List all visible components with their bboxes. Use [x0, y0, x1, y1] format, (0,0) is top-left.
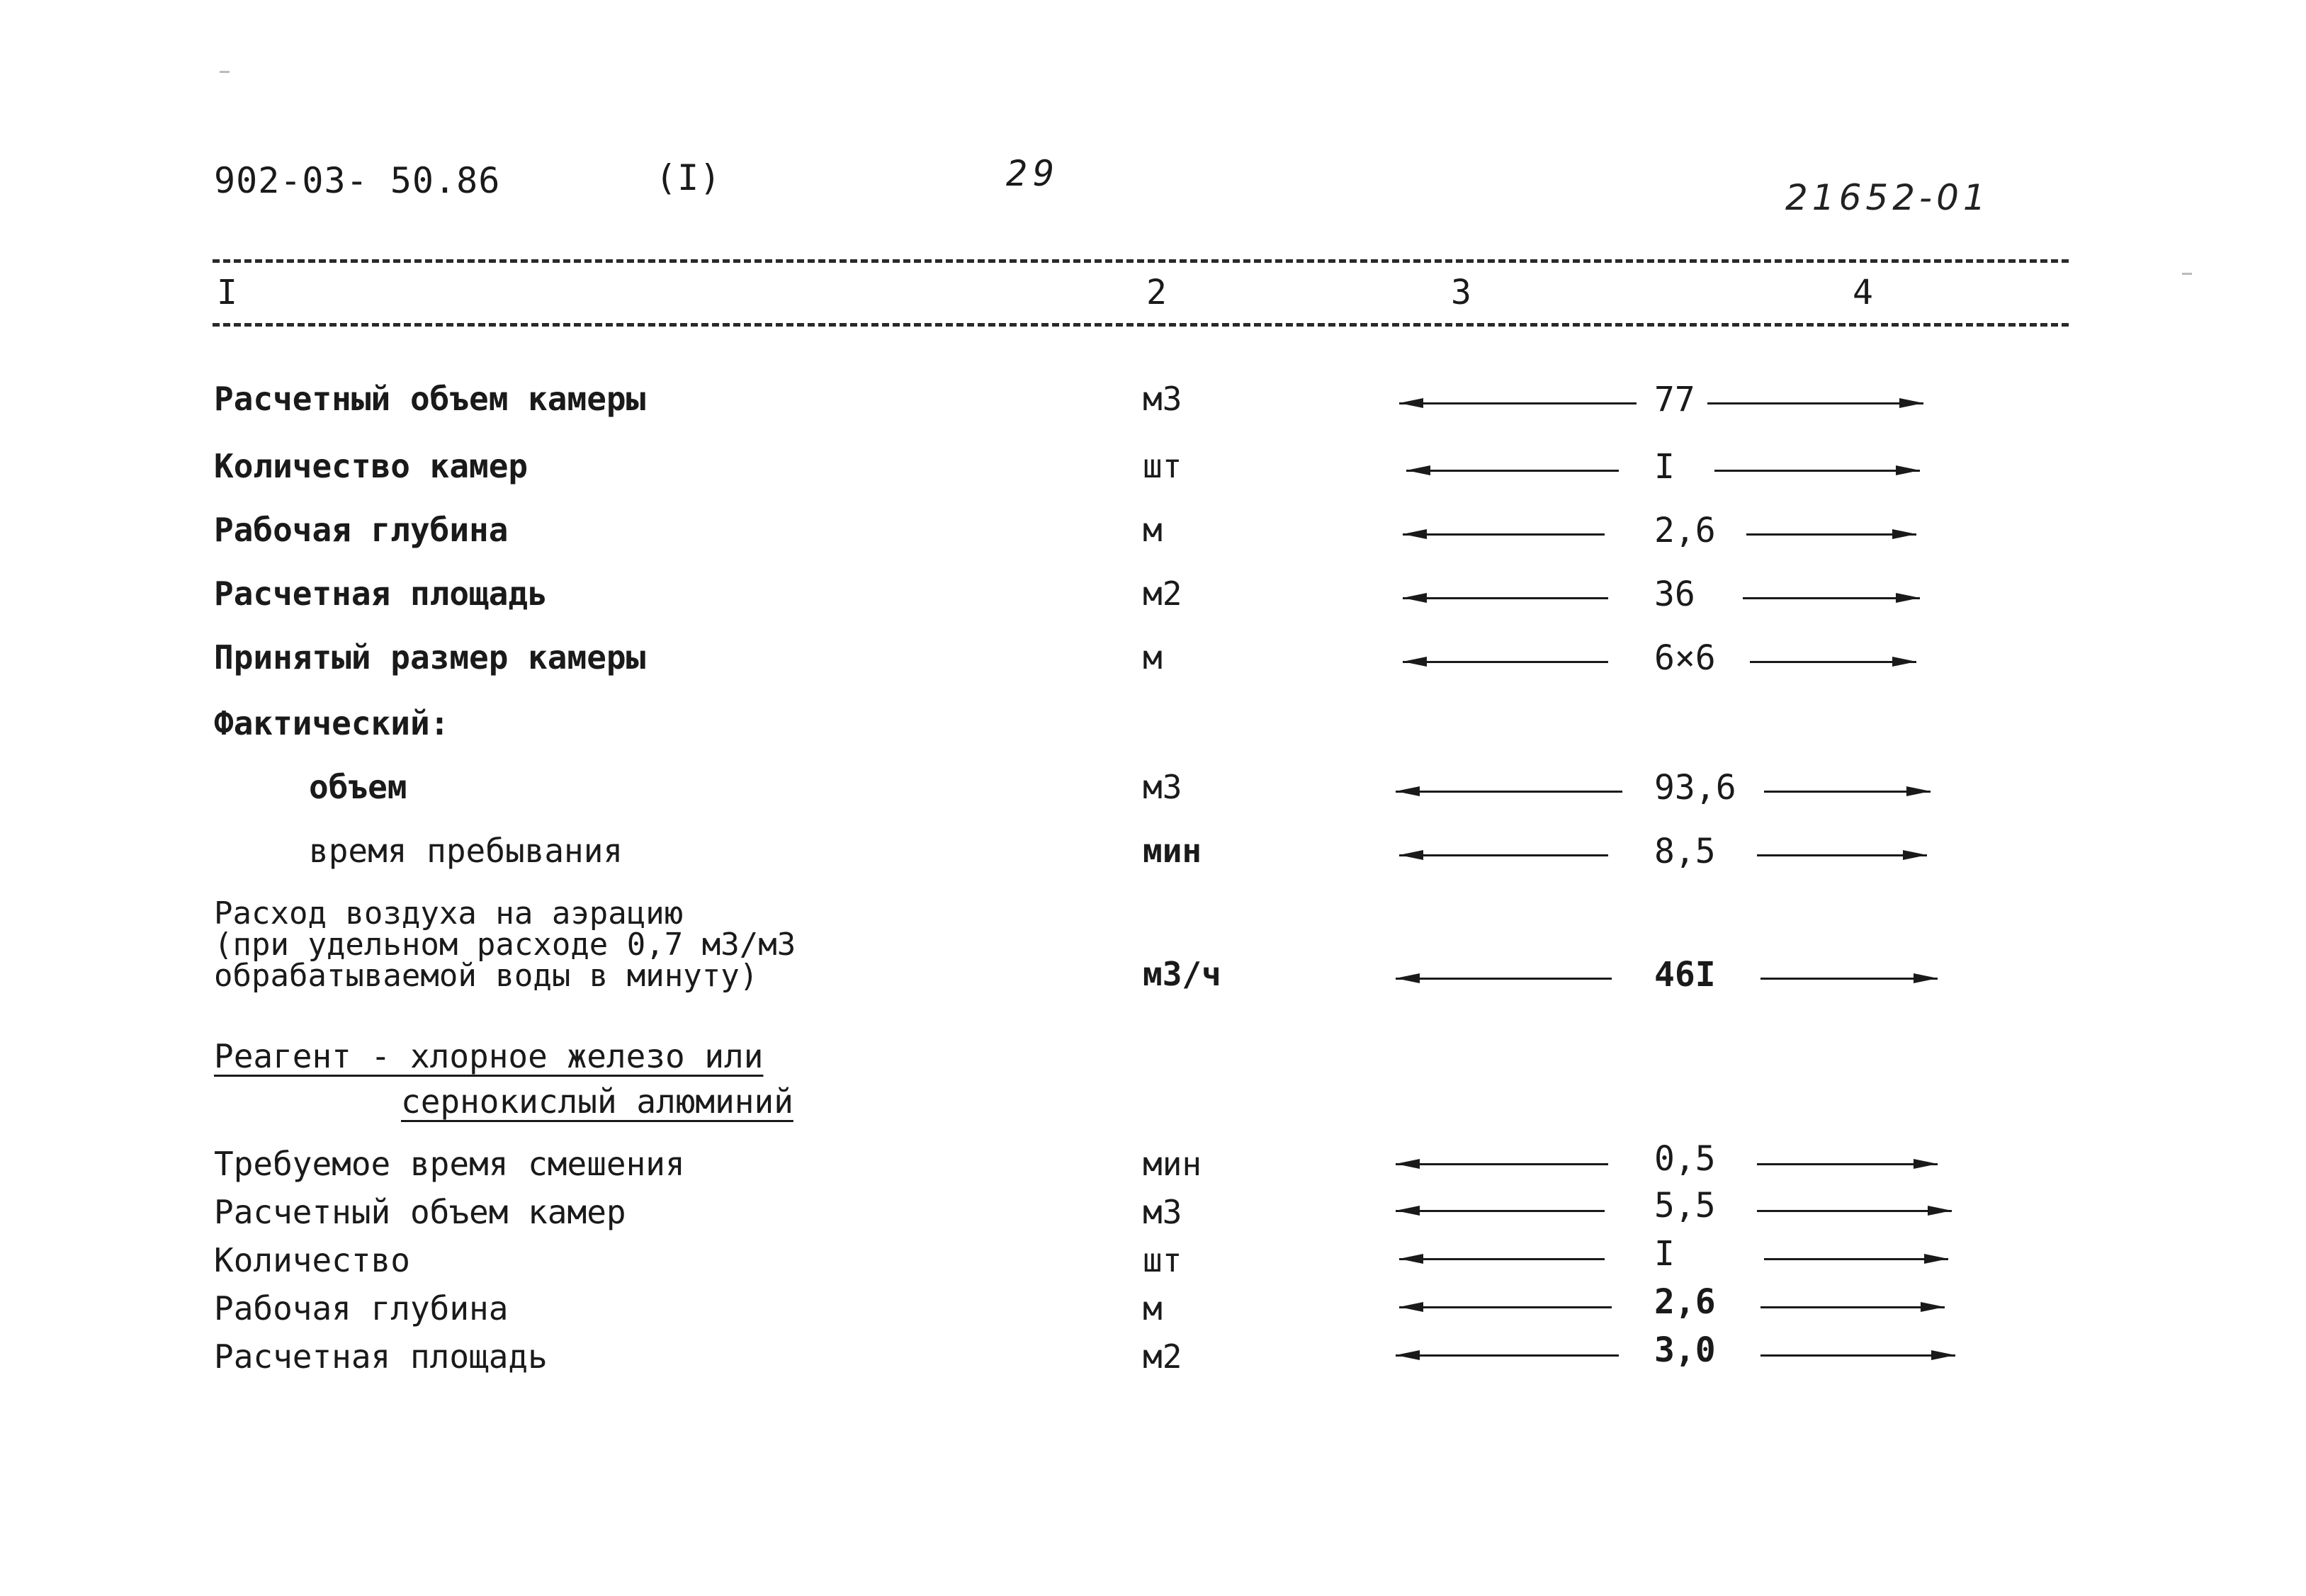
- row-value: 2,6: [1654, 1282, 1716, 1322]
- column-2-number: 2: [1146, 273, 1167, 312]
- table-row: [0, 955, 2306, 1007]
- row-label: Количество: [214, 1241, 410, 1279]
- row-label: объем: [309, 768, 407, 806]
- table-row: [0, 1234, 2306, 1294]
- table-row: [0, 1139, 2306, 1197]
- right-arrow: [1757, 850, 1927, 860]
- page-number: 29: [1006, 153, 1061, 194]
- table-row: [0, 1282, 2306, 1342]
- row-value: 6×6: [1654, 638, 1716, 678]
- row-unit: м: [1143, 1289, 1163, 1328]
- left-arrow: [1396, 1159, 1608, 1169]
- actual-heading: Фактический:: [214, 704, 450, 742]
- left-arrow: [1396, 786, 1622, 796]
- row-value: 0,5: [1654, 1139, 1716, 1179]
- row-unit: м: [1143, 638, 1163, 677]
- table-row: [0, 834, 2306, 884]
- row-unit: м3: [1143, 380, 1182, 418]
- row-unit: м3: [1143, 1193, 1182, 1231]
- table-row: [0, 1186, 2306, 1245]
- row-label: Рабочая глубина: [214, 1289, 509, 1328]
- aeration-label-line: обрабатываемой воды в минуту): [214, 958, 759, 994]
- right-arrow: [1707, 398, 1923, 408]
- handwritten-code: 21652-01: [1785, 177, 1990, 218]
- right-arrow: [1760, 1350, 1955, 1360]
- table-row: [0, 380, 2306, 432]
- row-unit: м2: [1143, 575, 1182, 613]
- table-header-rule: [213, 323, 2069, 327]
- row-label: Принятый размер камеры: [214, 638, 646, 677]
- row-label: Расчетная площадь: [214, 575, 548, 613]
- left-arrow: [1396, 1206, 1605, 1216]
- row-value: I: [1654, 447, 1675, 487]
- right-arrow: [1757, 1159, 1938, 1169]
- row-label: Требуемое время смешения: [214, 1145, 685, 1183]
- right-arrow: [1764, 786, 1931, 796]
- left-arrow: [1406, 465, 1619, 475]
- left-arrow: [1399, 1302, 1612, 1312]
- row-value: 2,6: [1654, 511, 1716, 550]
- right-arrow: [1757, 1206, 1952, 1216]
- right-arrow: [1714, 465, 1920, 475]
- row-label: Расчетный объем камеры: [214, 380, 646, 418]
- right-arrow: [1764, 1254, 1948, 1264]
- row-value: 93,6: [1654, 768, 1736, 808]
- reagent-heading-line-2: сернокислый алюминий: [401, 1082, 793, 1121]
- row-label: Количество камер: [214, 447, 529, 485]
- column-3-number: 3: [1451, 273, 1471, 312]
- left-arrow: [1403, 657, 1608, 667]
- row-value: 8,5: [1654, 832, 1716, 871]
- row-unit: м2: [1143, 1337, 1182, 1376]
- row-value: 36: [1654, 575, 1695, 614]
- row-value: 3,0: [1654, 1330, 1716, 1370]
- left-arrow: [1403, 593, 1608, 603]
- left-arrow: [1399, 398, 1637, 408]
- document-code: 902-03- 50.86: [214, 160, 501, 201]
- table-row: [0, 577, 2306, 627]
- row-value: I: [1654, 1234, 1675, 1274]
- aeration-label-line: (при удельном расходе 0,7 м3/м3: [214, 927, 796, 963]
- scan-speck: [220, 71, 230, 73]
- document-part: (I): [655, 157, 722, 198]
- row-unit: мин: [1143, 1145, 1202, 1183]
- left-arrow: [1399, 1254, 1605, 1264]
- right-arrow: [1760, 973, 1938, 983]
- row-value: 77: [1654, 380, 1695, 419]
- table-row: [0, 447, 2306, 499]
- row-unit: шт: [1143, 447, 1182, 485]
- column-4-number: 4: [1853, 273, 1873, 312]
- row-label: Рабочая глубина: [214, 511, 509, 549]
- left-arrow: [1396, 1350, 1619, 1360]
- row-label: время пребывания: [309, 832, 623, 870]
- row-value: 46I: [1654, 955, 1716, 995]
- table-row: [0, 768, 2306, 820]
- right-arrow: [1743, 593, 1920, 603]
- right-arrow: [1746, 529, 1916, 539]
- table-row: [0, 1330, 2306, 1390]
- scan-speck: [2182, 273, 2192, 275]
- row-unit: шт: [1143, 1241, 1182, 1279]
- row-unit: м: [1143, 511, 1163, 549]
- right-arrow: [1750, 657, 1916, 667]
- aeration-label-line: Расход воздуха на аэрацию: [214, 895, 684, 932]
- row-unit: м3/ч: [1143, 955, 1221, 993]
- table-top-rule: [213, 259, 2069, 263]
- left-arrow: [1396, 973, 1612, 983]
- row-unit: м3: [1143, 768, 1182, 806]
- table-row: [0, 638, 2306, 691]
- reagent-heading-line-1: Реагент - хлорное железо или: [214, 1037, 764, 1075]
- right-arrow: [1760, 1302, 1945, 1312]
- table-row: [0, 511, 2306, 563]
- row-label: Расчетный объем камер: [214, 1193, 626, 1231]
- row-value: 5,5: [1654, 1186, 1716, 1226]
- row-unit: мин: [1143, 832, 1202, 870]
- row-label: Расчетная площадь: [214, 1337, 548, 1376]
- left-arrow: [1399, 850, 1608, 860]
- column-1-number: I: [217, 273, 237, 312]
- left-arrow: [1403, 529, 1605, 539]
